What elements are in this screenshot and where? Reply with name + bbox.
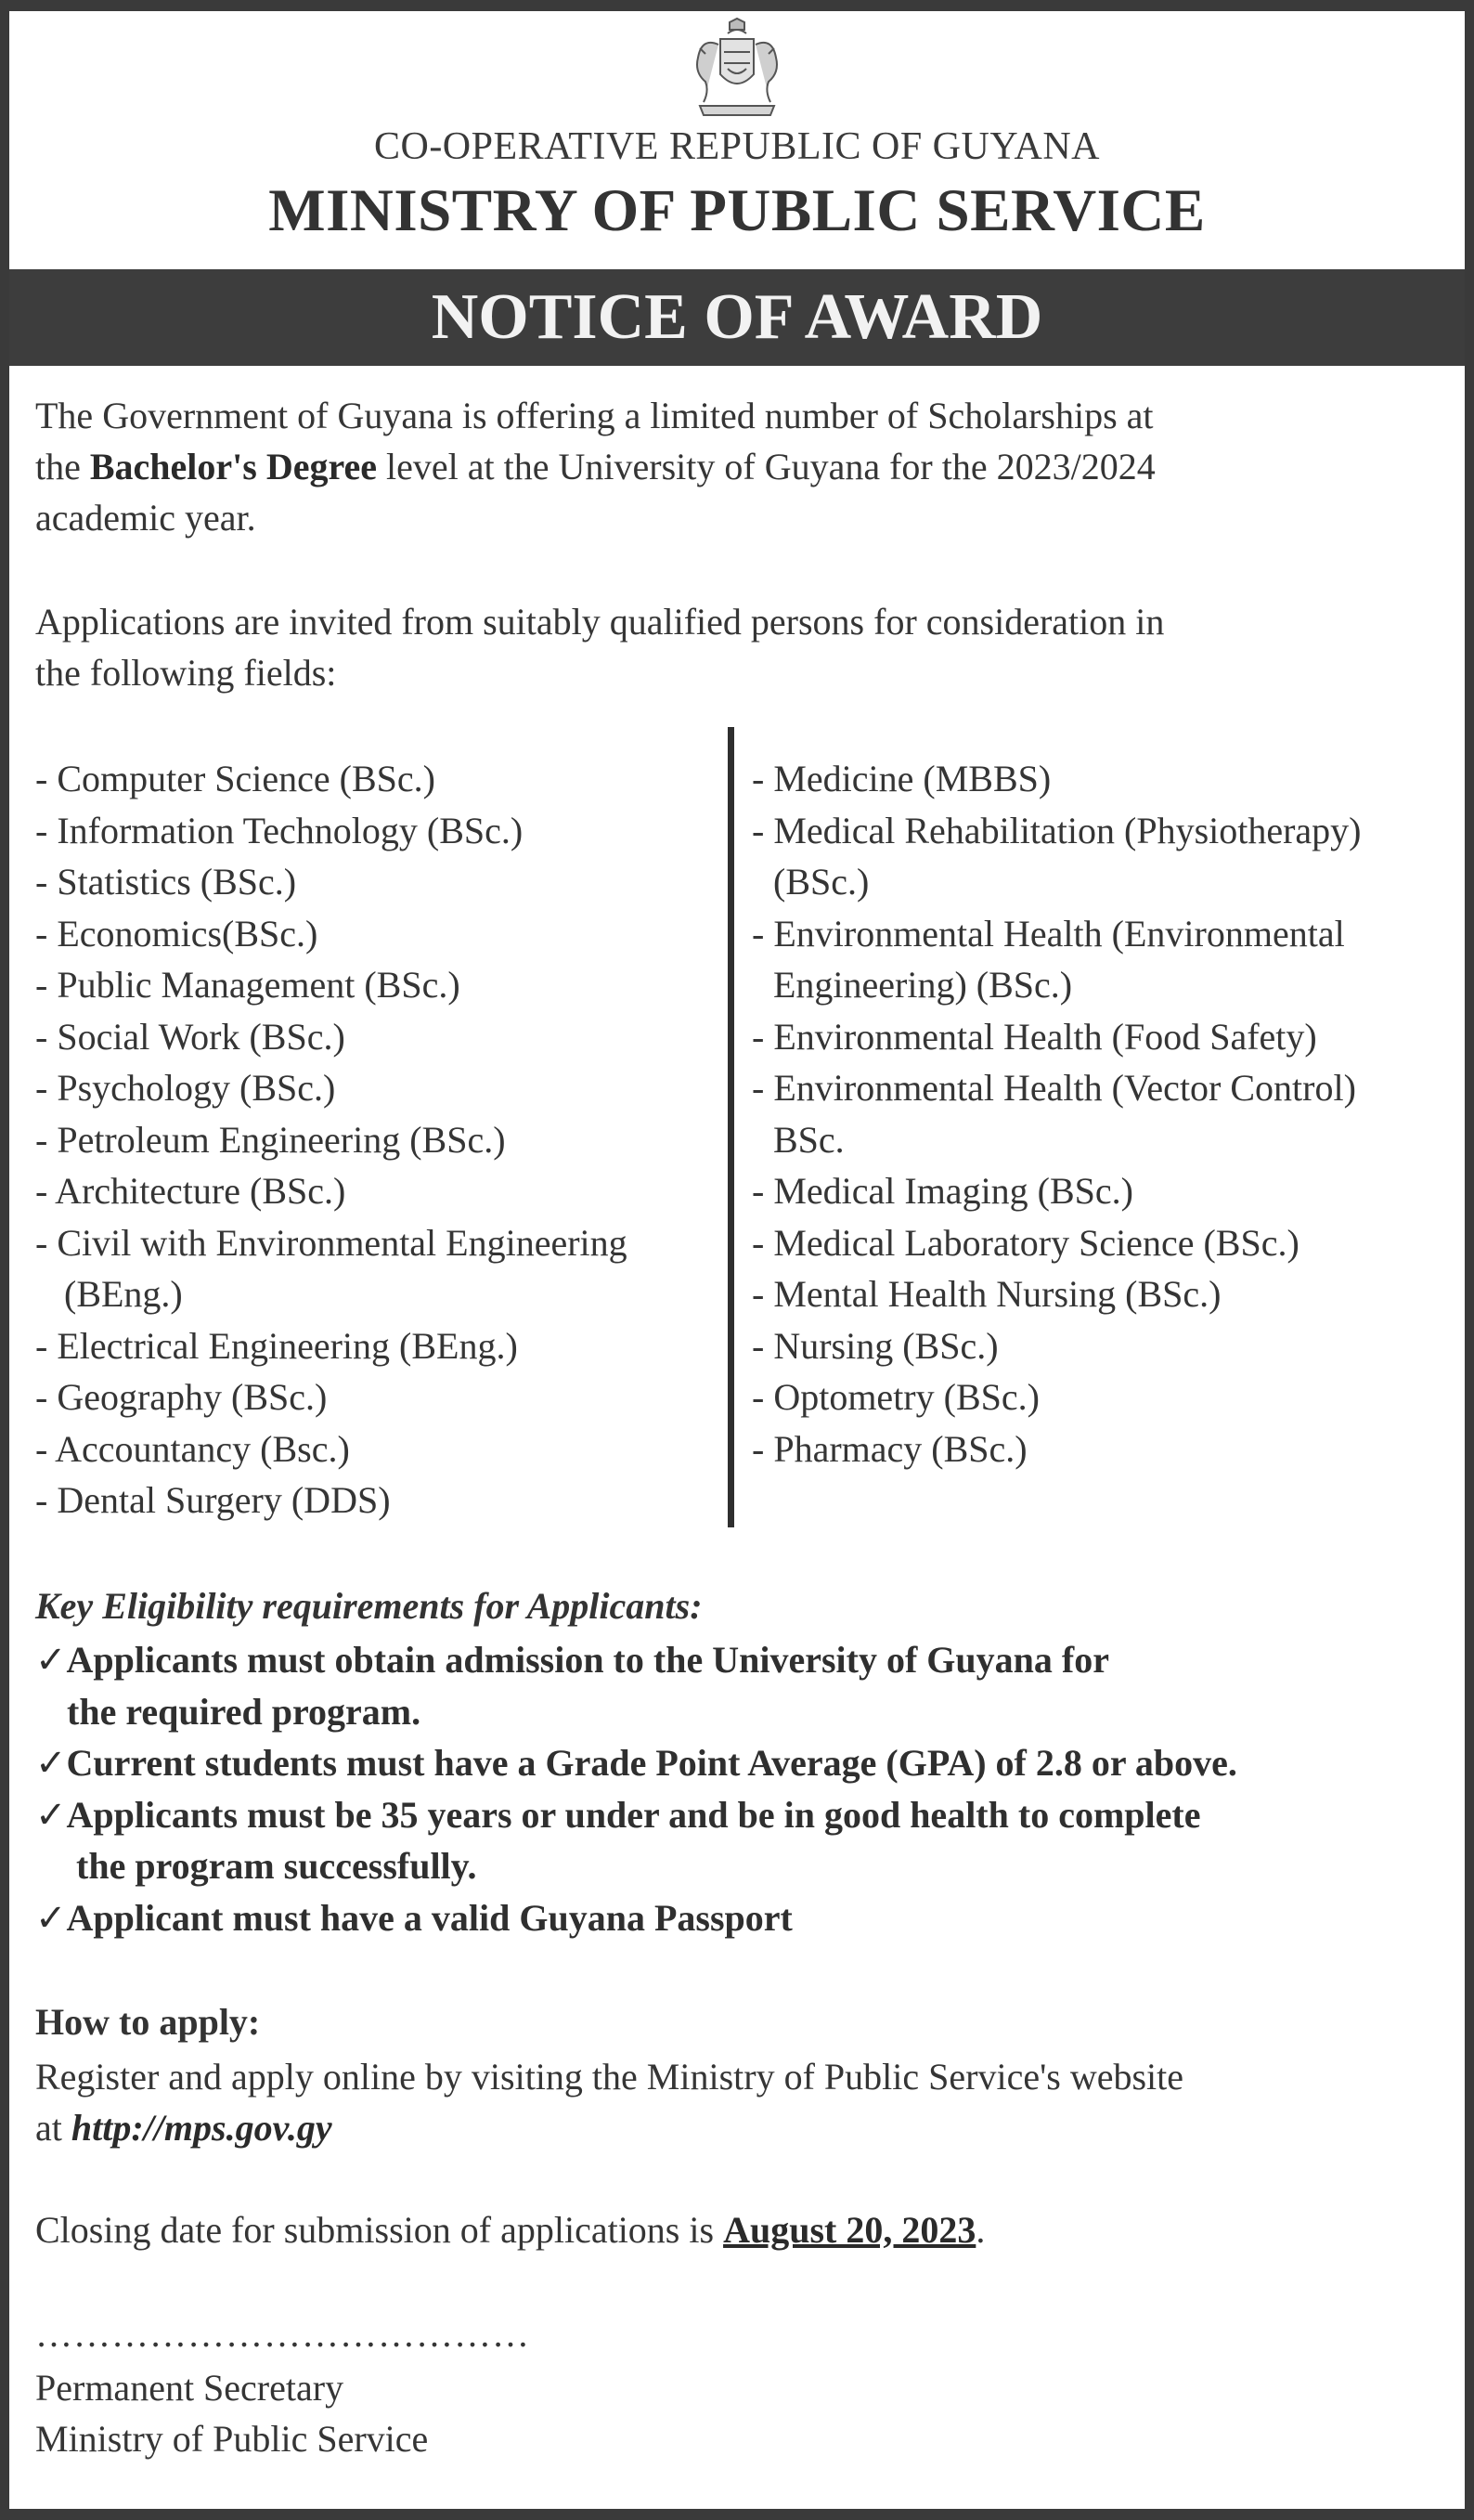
invite-line: Applications are invited from suitably qualified persons for consideration in [35,601,1165,643]
closing-date: August 20, 2023 [723,2209,976,2251]
field-item: - Mental Health Nursing (BSc.) [752,1273,1222,1315]
checkmark-icon: ✓ [35,1742,67,1784]
checkmark-icon: ✓ [35,1793,67,1836]
intro-paragraph [35,390,1428,543]
field-item: - Economics(BSc.) [35,912,318,955]
field-item: - Computer Science (BSc.) [35,758,435,799]
how-to-apply-text [35,2051,1183,2153]
field-item: - Environmental Health (Food Safety) [752,1015,1317,1058]
eligibility-item: ✓Applicants must obtain admission to the University of Guyana for the required program. [35,1634,1237,1737]
field-item: - Statistics (BSc.) [35,861,297,903]
fields-list-left [35,753,627,1526]
field-item: - Pharmacy (BSc.) [752,1427,1028,1470]
ministry-heading: MINISTRY OF PUBLIC SERVICE [268,177,1206,244]
field-item: - Medicine (MBBS) [752,758,1052,799]
eligibility-title: Key Eligibility requirements for Applicants: [35,1585,703,1627]
how-to-apply-line: Register and apply online by visiting the Ministry of Public Service's website [35,2056,1184,2098]
field-item: - Optometry (BSc.) [752,1376,1040,1418]
field-item: - Psychology (BSc.) [35,1067,336,1109]
field-item: - Medical Laboratory Science (BSc.) [752,1221,1299,1264]
degree-level: Bachelor's Degree [89,446,378,487]
field-item: - Environmental Health (Environmental Engineering) (BSc.) [752,912,1345,1006]
notice-banner [9,269,1465,366]
intro-line: academic year. [35,497,256,539]
field-item: - Public Management (BSc.) [35,964,460,1006]
eligibility-item: ✓Applicants must be 35 years or under and be in good health to complete the program successfully. [35,1789,1237,1892]
field-item: - Petroleum Engineering (BSc.) [35,1118,506,1161]
field-item: - Medical Rehabilitation (Physiotherapy) (BSc.) [752,809,1362,903]
republic-heading: CO-OPERATIVE REPUBLIC OF GUYANA [373,125,1101,168]
intro-line: the Bachelor's Degree level at the University of Guyana for the 2023/2024 [35,446,1156,487]
closing-date-line: Closing date for submission of applications is August 20, 2023. [35,2209,986,2251]
how-to-apply-line: at http://mps.gov.gy [35,2107,332,2149]
website-link[interactable]: http://mps.gov.gy [71,2107,332,2149]
intro-line: The Government of Guyana is offering a limited number of Scholarships at [35,395,1154,436]
invite-paragraph [35,596,1428,698]
how-to-apply-title: How to apply: [35,2001,261,2043]
signature-dots: ………………………………… [35,2313,530,2355]
fields-list-right [752,753,1362,1474]
coat-of-arms-icon [681,17,793,123]
field-item: - Electrical Engineering (BEng.) [35,1324,518,1367]
checkmark-icon: ✓ [35,1896,67,1939]
notice-title: NOTICE OF AWARD [431,281,1043,353]
checkmark-icon: ✓ [35,1639,67,1681]
eligibility-item: ✓Applicant must have a valid Guyana Passport [35,1892,1237,1944]
signatory-organization: Ministry of Public Service [35,2418,429,2460]
field-item: - Architecture (BSc.) [35,1170,346,1212]
signatory-title: Permanent Secretary [35,2367,344,2409]
column-divider [728,727,734,1527]
field-item: - Dental Surgery (DDS) [35,1479,391,1521]
eligibility-item: ✓Current students must have a Grade Point Average (GPA) of 2.8 or above. [35,1737,1237,1789]
field-item: - Medical Imaging (BSc.) [752,1170,1133,1212]
field-item: - Geography (BSc.) [35,1376,328,1418]
field-item: - Nursing (BSc.) [752,1324,999,1367]
field-item: - Information Technology (BSc.) [35,809,524,851]
field-item: - Accountancy (Bsc.) [35,1427,350,1470]
eligibility-list [35,1634,1237,1943]
field-item: - Environmental Health (Vector Control) BSc. [752,1067,1356,1161]
invite-line: the following fields: [35,652,337,694]
field-item: - Civil with Environmental Engineering (BEng.) [35,1221,627,1315]
field-item: - Social Work (BSc.) [35,1015,345,1058]
